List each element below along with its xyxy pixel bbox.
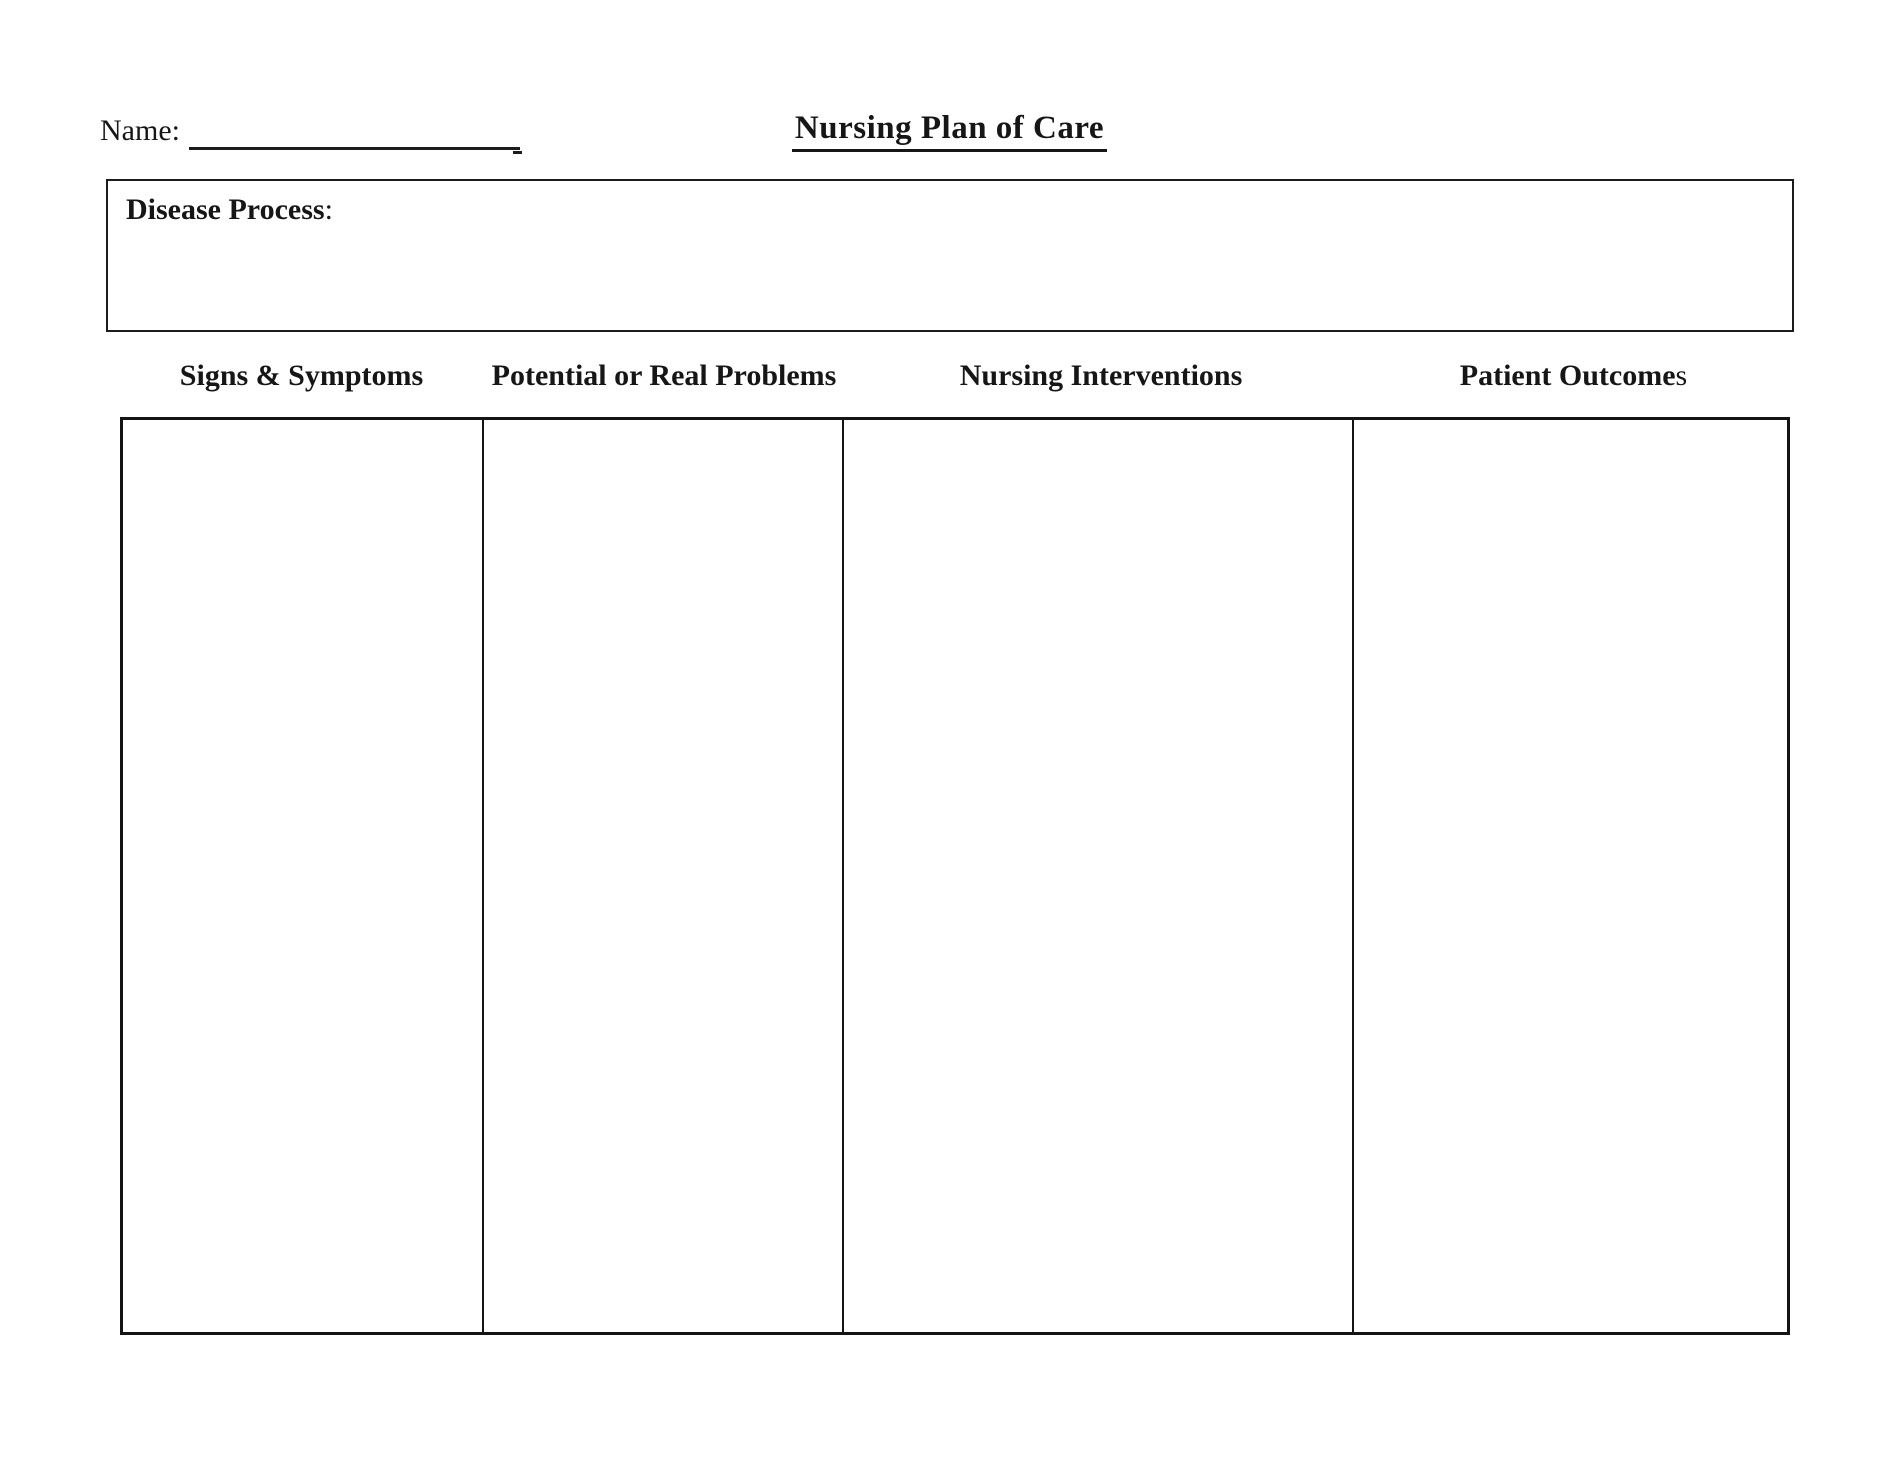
page-title: Nursing Plan of Care [792,110,1107,152]
care-plan-table [120,417,1790,1335]
disease-process-label-colon: : [324,193,333,226]
table-cell-patient-outcomes[interactable] [1354,420,1787,1332]
column-header-patient-outcomes [1357,356,1790,396]
table-cell-nursing-interventions[interactable] [844,420,1354,1332]
disease-process-label-text: Disease Process [126,193,325,226]
column-header-patient-outcomes-suffix: s [1675,359,1688,392]
disease-process-blank-area[interactable] [108,236,1792,330]
disease-process-label [126,193,1792,227]
name-label: Name: [100,114,180,147]
table-cell-potential-real-problems[interactable] [484,420,844,1332]
table-cell-signs-symptoms[interactable] [123,420,484,1332]
column-header-patient-outcomes-bold: Patient Outcome [1459,359,1676,392]
table-column-headers [120,356,1790,396]
column-header-potential-real-problems: Potential or Real Problems [491,359,837,392]
disease-process-box [106,179,1794,332]
column-header-nursing-interventions: Nursing Interventions [959,359,1243,392]
title-wrap [0,110,1899,152]
column-header-signs-symptoms: Signs & Symptoms [179,359,424,392]
